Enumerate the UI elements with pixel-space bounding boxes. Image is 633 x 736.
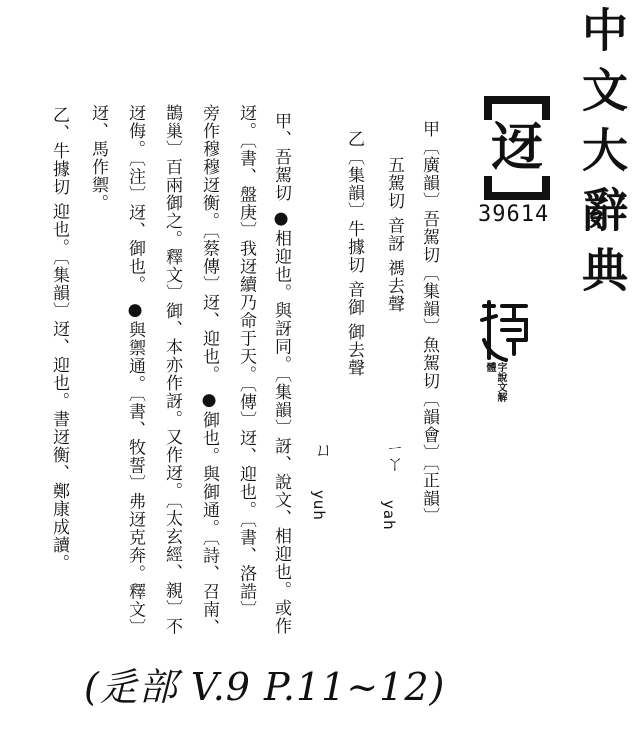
dictionary-title: 中文大辭典 — [575, 6, 629, 306]
text-column-3: 乙〔集韻〕牛據切 音御 御去聲 — [344, 130, 364, 377]
text-column-10: 乙、牛據切 迎也。〔集韻〕迓、迎也。書迓衡、鄭康成讀。 — [49, 106, 69, 572]
text-column-1: 甲〔廣韻〕吾駕切〔集韻〕魚駕切〔韻會〕〔正韻〕 — [419, 120, 439, 526]
seal-note-line-2: 體 — [484, 362, 495, 372]
seal-note — [484, 362, 506, 402]
romanization-yah: yah — [380, 500, 398, 531]
text-column-8: 迓侮。〔注〕迓、御也。 ●與禦通。〔書、牧誓〕弗迓克奔。釋文〕 — [125, 104, 145, 637]
text-column-5: 迓。〔書、盤庚〕我迓續乃命于天。〔傳〕迓、迎也。〔書、洛誥〕 — [236, 104, 256, 619]
seal-script-glyph-icon — [480, 300, 532, 364]
romanization-yuh: yuh — [310, 490, 328, 521]
text-column-7: 鵲巢〕百兩御之。釋文〕御、本亦作訝。又作迓。〔太玄經、親〕不 — [162, 104, 182, 636]
text-column-4: 甲、吾駕切 ●相迎也。與訝同。〔集韻〕訝、說文、相迎也。或作 — [271, 112, 291, 635]
text-column-6: 旁作穆穆迓衡。〔蔡傳〕迓、迎也。 ●御也。與御通。〔詩、召南、 — [199, 104, 219, 637]
seal-note-line-1: 字說文解 — [495, 362, 506, 402]
text-column-2: 五駕切 音訝 禡去聲 — [384, 156, 404, 313]
entry-number: 39614 — [478, 202, 550, 227]
bopomofo-yuh: ㄩ — [315, 440, 333, 461]
head-character-box — [484, 96, 550, 200]
text-column-9: 迓、馬作禦。 — [88, 104, 108, 212]
bopomofo-yah: ㄧㄚ — [383, 440, 404, 473]
bracket-bottom — [484, 176, 550, 200]
handwritten-footer-note: (辵部 V.9 P.11~12) — [84, 665, 446, 709]
head-character: 迓 — [490, 117, 543, 178]
